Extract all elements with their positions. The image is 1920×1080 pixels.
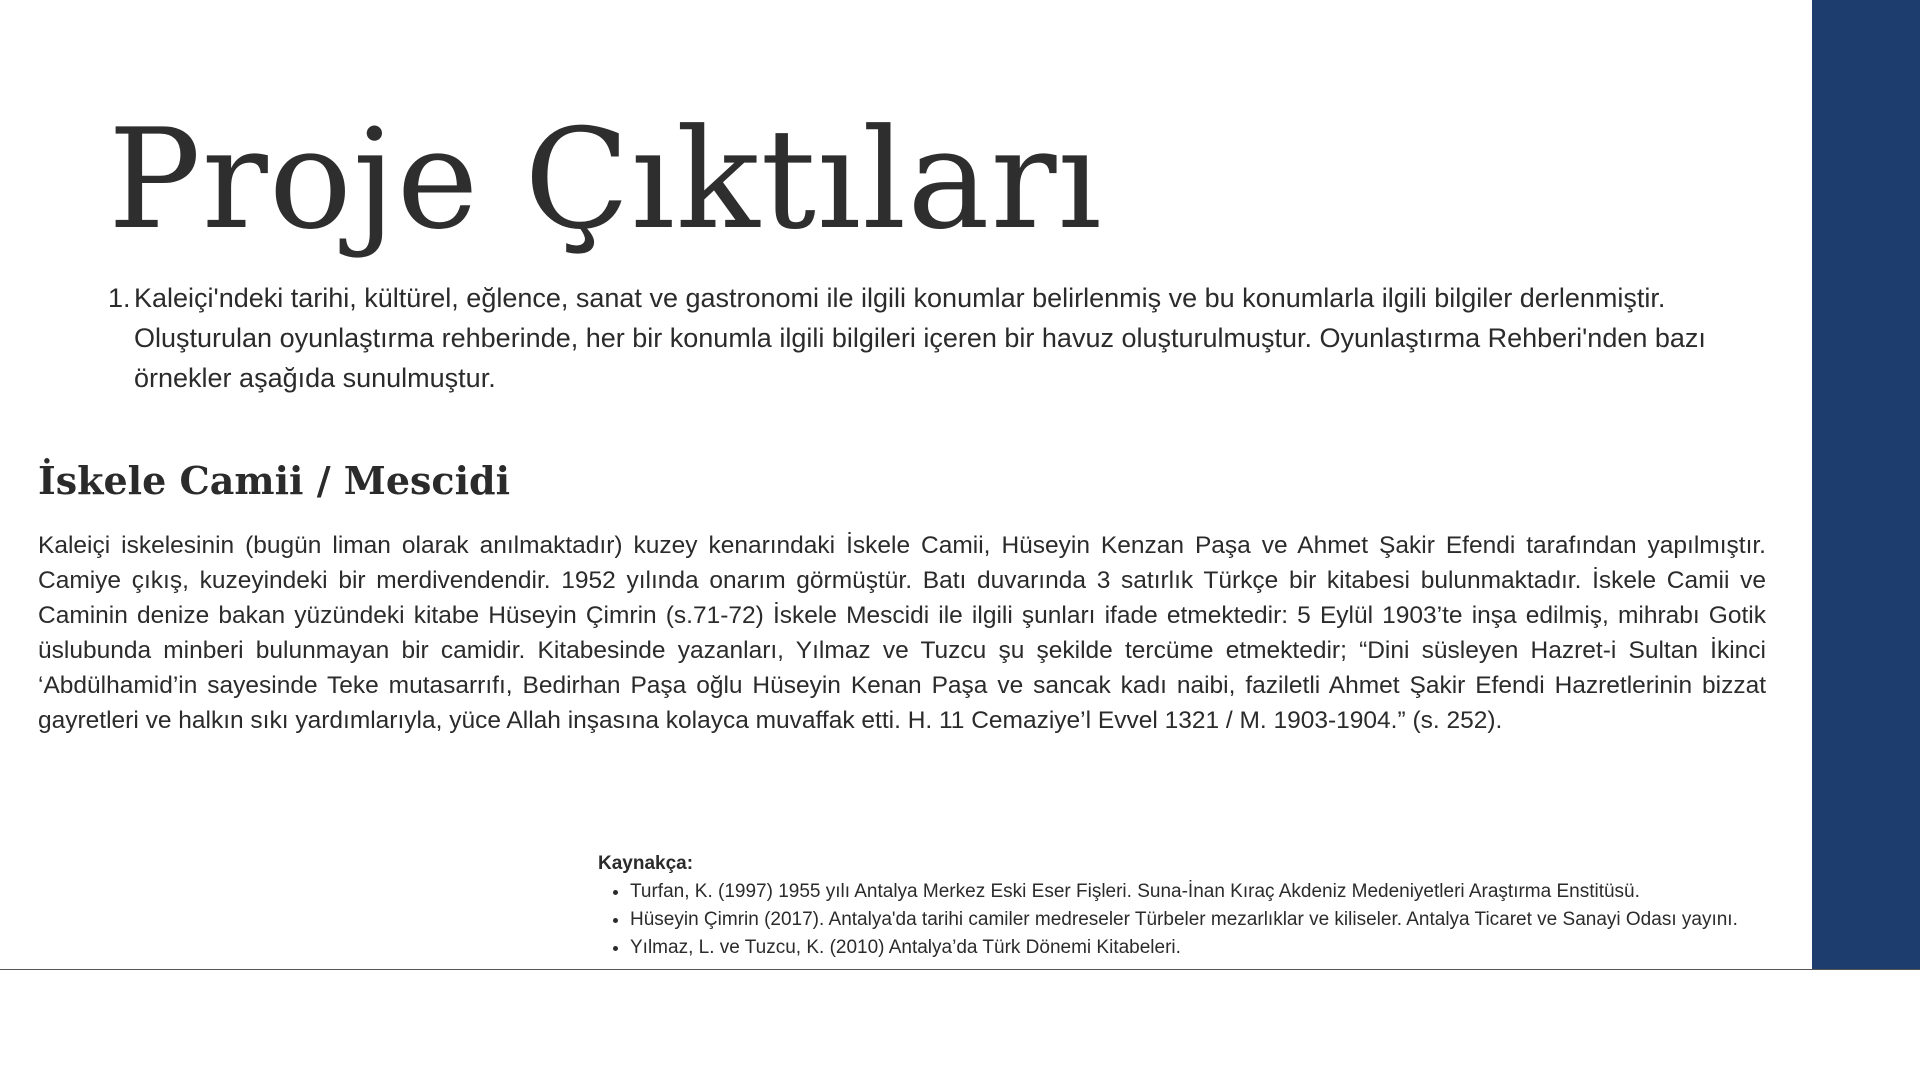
reference-item: • Hüseyin Çimrin (2017). Antalya'da tarihi camiler medreseler Türbeler mezarlıklar ve kiliseler. Antalya Ticaret ve Sanayi Odası yayını. — [630, 906, 1808, 934]
intro-item-text: Kaleiçi'ndeki tarihi, kültürel, eğlence, sanat ve gastronomi ile ilgili konumlar belirlenmiş ve bu konumlarla ilgili bilgiler derlenmiştir. Oluşturulan oyunlaştırma rehberinde, her bir konumla ilgili bilgileri içeren bir havuz oluşturulmuştur. Oyunlaştırma Rehberi'nden bazı örnekler aşağıda sunulmuştur. — [134, 283, 1706, 393]
references-title: Kaynakça: — [598, 853, 694, 874]
page-title: Proje Çıktıları — [108, 99, 1103, 260]
intro-item-number: 1. — [108, 283, 131, 313]
bottom-divider — [0, 969, 1920, 970]
section-heading: İskele Camii / Mescidi — [38, 458, 511, 503]
side-accent-bar — [1812, 0, 1920, 970]
section-body-text: Kaleiçi iskelesinin (bugün liman olarak anılmaktadır) kuzey kenarındaki İskele Camii, Hüseyin Kenzan Paşa ve Ahmet Şakir Efendi tarafından yapılmıştır. Camiye çıkış, kuzeyindeki bir merdivendendir. 1952 yılında onarım görmüştür. Batı duvarında 3 satırlık Türkçe bir kitabesi bulunmaktadır. İskele Camii ve Caminin denize bakan yüzündeki kitabe Hüseyin Çimrin (s.71-72) İskele Mescidi ile ilgili şunları ifade etmektedir: 5 Eylül 1903’te inşa edilmiş, mihrabı Gotik üslubunda minberi bulunmayan bir camidir. Kitabesinde yazanları, Yılmaz ve Tuzcu şu şekilde tercüme etmektedir; “Dini süsleyen Hazret-i Sultan İkinci ‘Abdülhamid’in sayesinde Teke mutasarrıfı, Bedirhan Paşa oğlu Hüseyin Kenan Paşa ve sancak kadı naibi, faziletli Ahmet Şakir Efendi Hazretlerinin bizzat gayretleri ve halkın sıkı yardımlarıyla, yüce Allah inşasına kolayca muvaffak etti. H. 11 Cemaziye’l Evvel 1321 / M. 1903-1904.” (s. 252). — [38, 532, 1766, 734]
intro-list-item — [108, 278, 1798, 398]
references-list — [598, 878, 1808, 962]
reference-item: • Turfan, K. (1997) 1955 yılı Antalya Merkez Eski Eser Fişleri. Suna-İnan Kıraç Akdeniz Medeniyetleri Araştırma Enstitüsü. — [630, 878, 1808, 906]
reference-item: • Yılmaz, L. ve Tuzcu, K. (2010) Antalya’da Türk Dönemi Kitabeleri. — [630, 934, 1808, 962]
references-block — [598, 850, 1808, 962]
intro-list — [108, 278, 1798, 398]
